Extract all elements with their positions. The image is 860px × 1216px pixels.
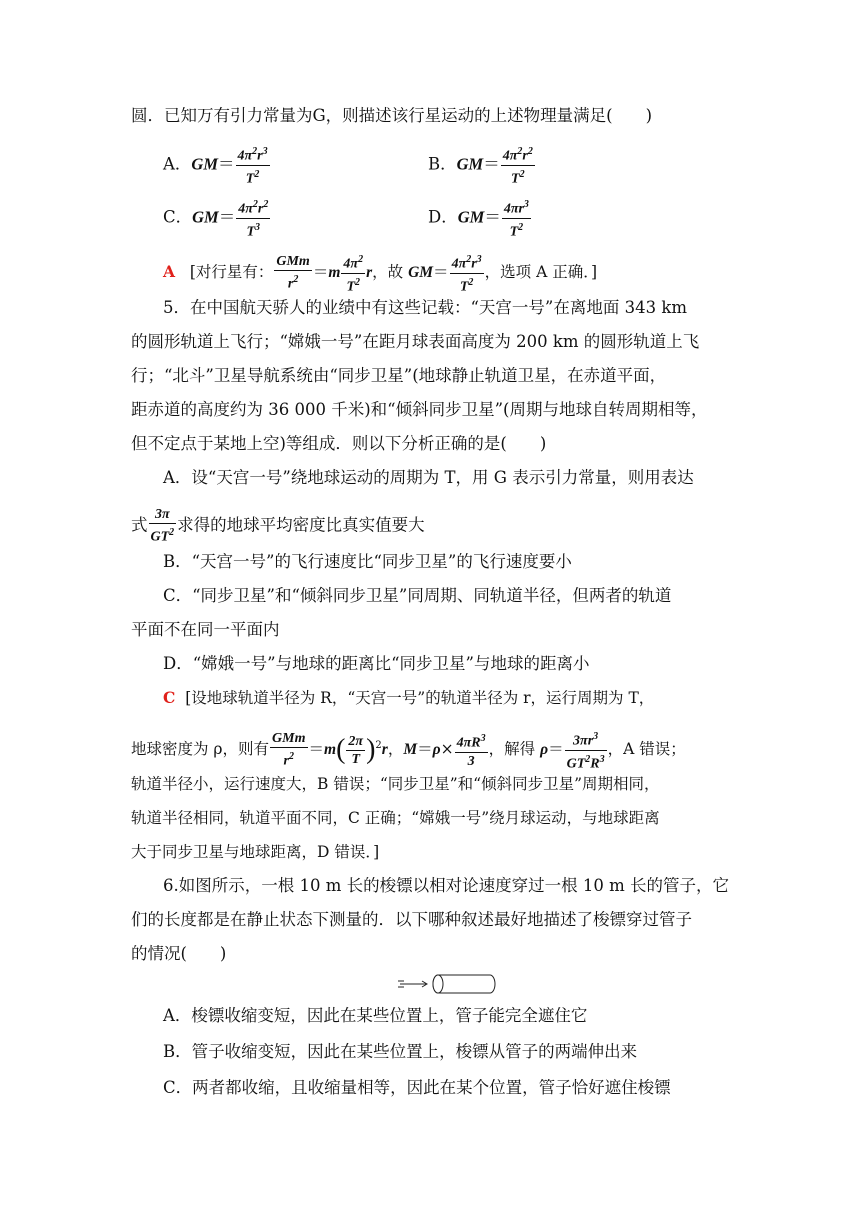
- q5-option-c-line-2: 平面不在同一平面内: [131, 620, 280, 639]
- q4-stem: 圆．已知万有引力常量为G，则描述该行星运动的上述物理量满足( ): [131, 106, 653, 125]
- q6-option-a: A．梭镖收缩变短，因此在某些位置上，管子能完全遮住它: [163, 1006, 588, 1025]
- q6-stem-line-2: 们的长度都是在静止状态下测量的．以下哪种叙述最好地描述了梭镖穿过管子: [131, 910, 692, 929]
- q6-option-c: C．两者都收缩，且收缩量相等，因此在某个位置，管子恰好遮住梭镖: [163, 1078, 671, 1097]
- q4-option-c: C．GM＝ $\frac{4\pi^2r^2}{T^3}$: [163, 196, 271, 240]
- q6-option-b: B．管子收缩变短，因此在某些位置上，梭镖从管子的两端伸出来: [163, 1042, 638, 1061]
- q5-option-b: B．“天宫一号”的飞行速度比“同步卫星”的飞行速度要小: [163, 552, 572, 571]
- q5-answer: C: [163, 688, 176, 707]
- tube-icon: [433, 975, 495, 993]
- q5-stem-line-3: 行；“北斗”卫星导航系统由“同步卫星”(地球静止轨道卫星，在赤道平面，: [131, 366, 667, 385]
- q5-stem-line-2: 的圆形轨道上飞行；“嫦娥一号”在距月球表面高度为 200 km 的圆形轨道上飞: [131, 332, 700, 351]
- q4-option-d: D．GM＝ $\frac{4\pi r^3}{T^2}$: [428, 196, 532, 240]
- q4-explanation: A [对行星有： $\frac{\text{GMm}}{r^2}$ ＝m $\frac{4\pi^2}{T^2}$ r，故 GM＝ $\frac{4\pi^2r^3}{T^2}$ ，选项 A 正确．]: [163, 251, 597, 295]
- spear-icon: [398, 981, 427, 987]
- q5-stem-line-1: 5．在中国航天骄人的业绩中有这些记载：“天宫一号”在离地面 343 km: [163, 298, 687, 317]
- q6-stem-line-1: 6.如图所示，一根 10 m 长的梭镖以相对论速度穿过一根 10 m 长的管子，它: [163, 876, 729, 895]
- q4-option-b: B．GM＝ $\frac{4\pi^2r^2}{T^2}$: [428, 143, 536, 187]
- q5-explanation-line-4: 轨道半径相同，轨道平面不同，C 正确；“嫦娥一号”绕月球运动，与地球距离: [131, 809, 660, 827]
- spear-and-tube-figure: [396, 972, 498, 996]
- q5-explanation-line-2: 地球密度为 ρ，则有 $\frac{\text{GMm}}{r^2}$ ＝m( $\frac{2\pi}{T}$ )$^2$r，M＝ρ× $\frac{4\pi R^3}{3}$ ，解得 ρ＝ $\frac{3\pi r^3}{GT^2R^3}$ ，A 错误；: [131, 728, 686, 772]
- q5-option-d: D．“嫦娥一号”与地球的距离比“同步卫星”与地球的距离小: [163, 654, 590, 673]
- q5-option-c-line-1: C．“同步卫星”和“倾斜同步卫星”同周期、同轨道半径，但两者的轨道: [163, 586, 672, 605]
- q6-stem-line-3: 的情况( ): [131, 944, 227, 963]
- q5-explanation-line-5: 大于同步卫星与地球距离，D 错误．]: [131, 843, 380, 861]
- q5-explanation-line-3: 轨道半径小，运行速度大，B 错误；“同步卫星”和“倾斜同步卫星”周期相同，: [131, 775, 660, 793]
- q5-option-a-line-1: A．设“天宫一号”绕地球运动的周期为 T，用 G 表示引力常量，则用表达: [163, 468, 694, 487]
- q5-explanation-line-1: C [设地球轨道半径为 R，“天宫一号”的轨道半径为 r，运行周期为 T，: [163, 688, 655, 707]
- q4-option-a: A．GM＝ $\frac{4\pi^2r^3}{T^2}$: [163, 143, 271, 187]
- q5-option-a-line-2: 式 $\frac{3\pi}{GT^2}$ 求得的地球平均密度比真实值要大: [131, 507, 425, 545]
- q5-stem-line-5: 但不定点于某地上空)等组成．则以下分析正确的是( ): [131, 434, 547, 453]
- q4-answer: A: [163, 262, 176, 282]
- q5-stem-line-4: 距赤道的高度约为 36 000 千米)和“倾斜同步卫星”(周期与地球自转周期相等，: [131, 400, 708, 419]
